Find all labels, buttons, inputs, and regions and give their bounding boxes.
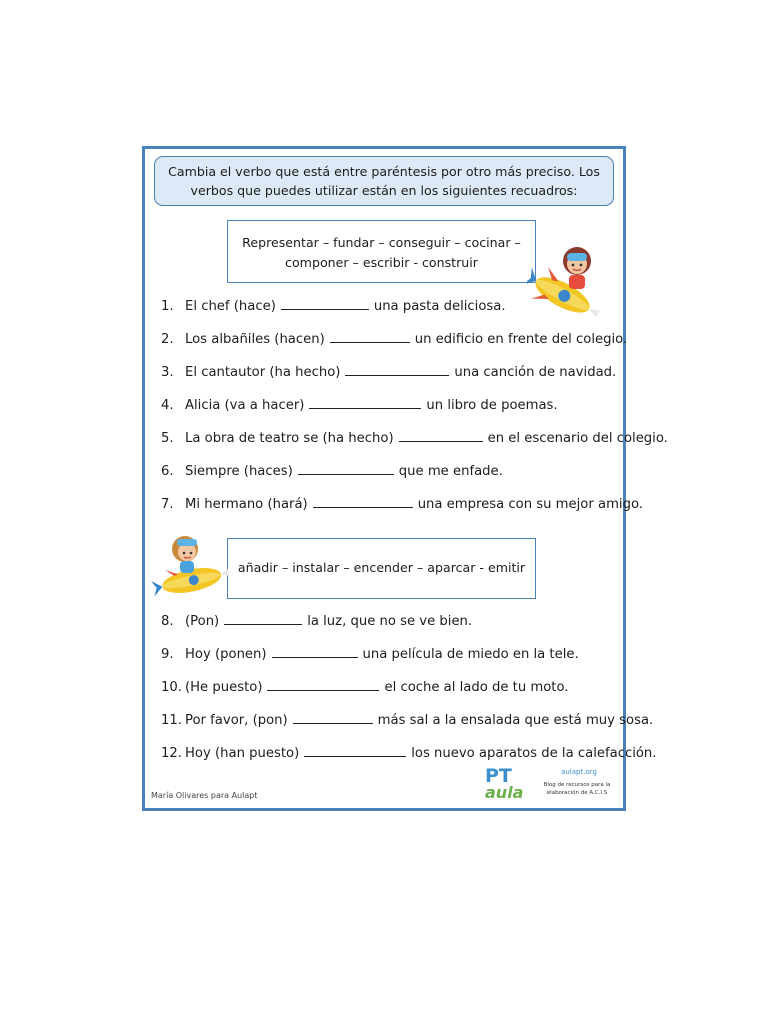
item-number: 12. (161, 746, 182, 761)
exercise-item-2 (161, 328, 628, 350)
verb-box-1 (227, 220, 536, 283)
exercise-item-1 (161, 295, 616, 317)
answer-blank[interactable] (293, 709, 373, 724)
instructions-line-1: Cambia el verbo que está entre paréntesis por otro más preciso. Los (168, 164, 600, 179)
item-number: 4. (161, 398, 174, 413)
item-text-after: más sal a la ensalada que está muy sosa. (377, 713, 654, 728)
answer-blank[interactable] (298, 460, 394, 475)
item-text-after: la luz, que no se ve bien. (307, 614, 473, 629)
item-text-after: un edificio en frente del colegio. (414, 332, 628, 347)
exercise-item-12 (161, 742, 657, 764)
exercise-item-3 (161, 361, 616, 383)
verb-box-1-line-2: componer – escribir - construir (285, 255, 478, 270)
logo-mark (485, 767, 535, 805)
item-text-after: que me enfade. (398, 464, 503, 479)
item-text-after: una pasta deliciosa. (373, 299, 506, 314)
answer-blank[interactable] (224, 610, 302, 625)
item-text-after: los nuevo aparatos de la calefacción. (411, 746, 657, 761)
exercise-item-5 (161, 427, 668, 449)
logo-tagline (537, 781, 617, 797)
item-text-after: el coche al lado de tu moto. (384, 680, 569, 695)
item-text-before: Hoy (han puesto) (185, 746, 300, 761)
item-number: 5. (161, 431, 174, 446)
item-text-after: en el escenario del colegio. (487, 431, 668, 446)
item-number: 10. (161, 680, 182, 695)
item-number: 2. (161, 332, 174, 347)
verb-box-2 (227, 538, 536, 599)
item-number: 11. (161, 713, 182, 728)
exercise-item-9 (161, 643, 616, 665)
item-text-before: Por favor, (pon) (185, 713, 288, 728)
item-text-before: El chef (hace) (185, 299, 276, 314)
item-text-before: El cantautor (ha hecho) (185, 365, 341, 380)
item-text-before: (He puesto) (185, 680, 263, 695)
answer-blank[interactable] (330, 328, 410, 343)
item-text-after: un libro de poemas. (426, 398, 558, 413)
item-number: 8. (161, 614, 174, 629)
verb-box-1-line-1: Representar – fundar – conseguir – cocinar – (242, 235, 521, 250)
item-number: 6. (161, 464, 174, 479)
item-number: 1. (161, 299, 174, 314)
item-number: 3. (161, 365, 174, 380)
author-credit: María Olivares para Aulapt (151, 791, 258, 800)
item-text-before: (Pon) (185, 614, 220, 629)
exercise-item-7 (161, 493, 643, 515)
instructions-box (154, 156, 614, 206)
verb-box-2-line-1: añadir – instalar – encender – aparcar - emitir (237, 560, 526, 575)
exercise-item-11 (161, 709, 654, 731)
item-text-after: una película de miedo en la tele. (362, 647, 579, 662)
item-number: 7. (161, 497, 174, 512)
item-number: 9. (161, 647, 174, 662)
logo-pt-text: PT (485, 765, 512, 787)
logo-tagline-line-2: elaboración de A.C.I.S (546, 790, 608, 796)
kid-rocket-illustration-2 (147, 529, 229, 601)
item-text-after: una empresa con su mejor amigo. (417, 497, 643, 512)
item-text-before: Siempre (haces) (185, 464, 293, 479)
answer-blank[interactable] (272, 643, 358, 658)
exercise-item-10 (161, 676, 616, 698)
logo-site: aulapt.org (561, 768, 597, 776)
item-text-before: Mi hermano (hará) (185, 497, 308, 512)
instructions-line-2: verbos que puedes utilizar están en los siguientes recuadros: (190, 183, 578, 198)
item-text-before: Alicia (va a hacer) (185, 398, 305, 413)
item-text-before: Hoy (ponen) (185, 647, 267, 662)
answer-blank[interactable] (267, 676, 379, 691)
worksheet (142, 146, 668, 811)
exercise-item-6 (161, 460, 616, 482)
exercise-item-4 (161, 394, 616, 416)
answer-blank[interactable] (309, 394, 421, 409)
logo-tagline-line-1: Blog de recursos para la (543, 782, 611, 788)
item-text-after: una canción de navidad. (454, 365, 617, 380)
item-text-before: La obra de teatro se (ha hecho) (185, 431, 394, 446)
answer-blank[interactable] (304, 742, 406, 757)
exercise-item-8 (161, 610, 616, 632)
logo-aula-text: aula (485, 783, 524, 802)
answer-blank[interactable] (345, 361, 449, 376)
answer-blank[interactable] (399, 427, 483, 442)
aulapt-logo (485, 767, 617, 805)
answer-blank[interactable] (281, 295, 369, 310)
answer-blank[interactable] (313, 493, 413, 508)
item-text-before: Los albañiles (hacen) (185, 332, 325, 347)
